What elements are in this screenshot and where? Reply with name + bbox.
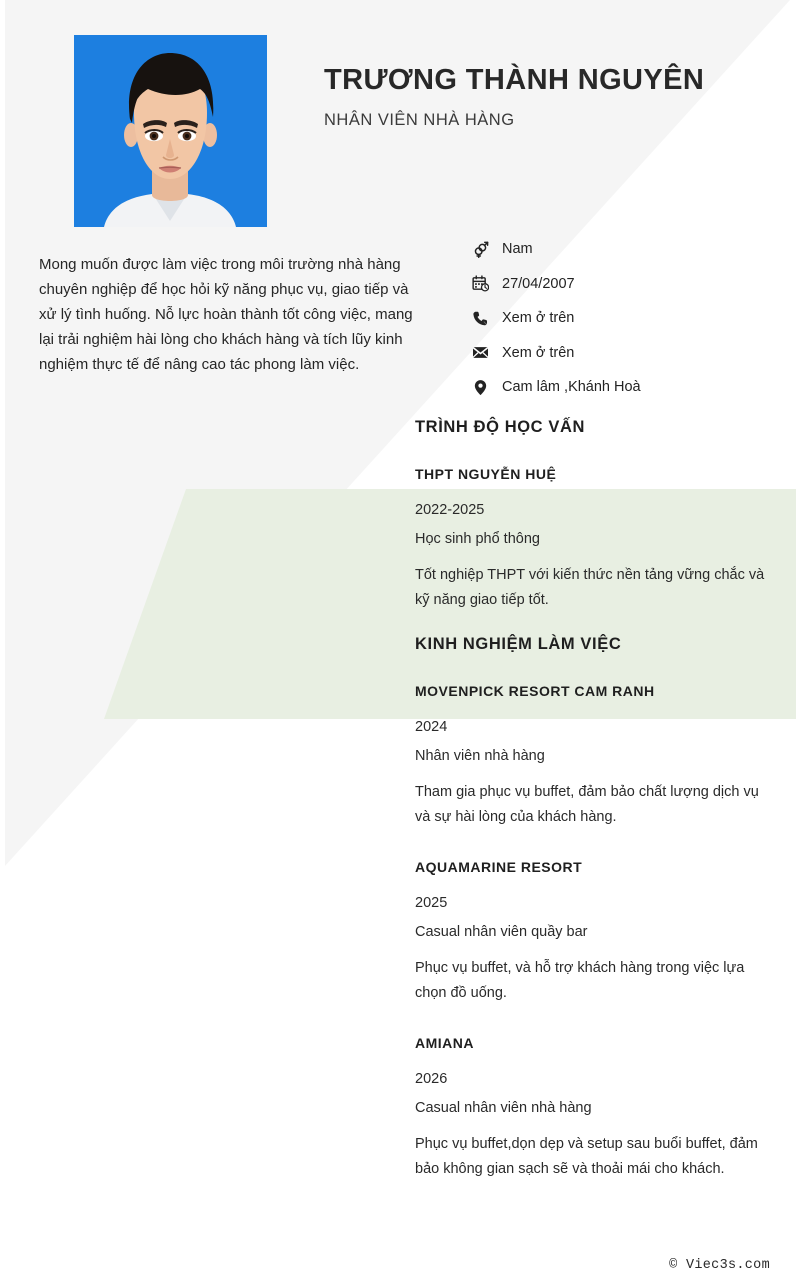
contact-value-email: Xem ở trên bbox=[502, 344, 575, 361]
cv-header bbox=[0, 0, 800, 240]
experience-org: MOVENPICK RESORT CAM RANH bbox=[415, 683, 655, 699]
avatar bbox=[74, 35, 267, 227]
location-icon bbox=[472, 379, 498, 396]
experience-org: AQUAMARINE RESORT bbox=[415, 859, 583, 875]
experience-date: 2026 bbox=[415, 1071, 448, 1087]
experience-description: Phục vụ buffet,dọn dẹp và setup sau buổi buffet, đảm bảo không gian sạch sẽ và thoải mái cho khách. bbox=[415, 1136, 758, 1177]
portrait-photo-icon bbox=[74, 35, 267, 227]
experience-date: 2025 bbox=[415, 895, 448, 911]
experience-role: Casual nhân viên quầy bar bbox=[415, 924, 588, 940]
experience-role: Nhân viên nhà hàng bbox=[415, 748, 545, 764]
job-title: NHÂN VIÊN NHÀ HÀNG bbox=[324, 111, 515, 130]
experience-entry bbox=[415, 859, 800, 1005]
contact-row-email bbox=[472, 336, 792, 371]
contact-row-location bbox=[472, 370, 792, 405]
contact-value-gender: Nam bbox=[502, 241, 533, 258]
education-description: Tốt nghiệp THPT với kiến thức nền tảng vững chắc và kỹ năng giao tiếp tốt. bbox=[415, 567, 765, 608]
education-date: 2022-2025 bbox=[415, 502, 485, 518]
experience-entry bbox=[415, 1035, 800, 1181]
page-title: TRƯƠNG THÀNH NGUYÊN bbox=[324, 64, 705, 96]
contact-value-location: Cam lâm ,Khánh Hoà bbox=[502, 379, 641, 396]
experience-description: Phục vụ buffet, và hỗ trợ khách hàng trong việc lựa chọn đồ uống. bbox=[415, 960, 745, 1001]
contact-list bbox=[472, 232, 792, 405]
contact-row-birthdate bbox=[472, 267, 792, 302]
experience-org: AMIANA bbox=[415, 1035, 474, 1051]
experience-section bbox=[415, 635, 800, 1181]
footer-copyright: © Viec3s.com bbox=[669, 1258, 770, 1273]
calendar-icon bbox=[472, 275, 498, 292]
experience-entry bbox=[415, 683, 800, 829]
contact-value-phone: Xem ở trên bbox=[502, 310, 575, 327]
email-icon bbox=[472, 344, 498, 361]
summary-text: Mong muốn được làm việc trong môi trường nhà hàng chuyên nghiệp để học hỏi kỹ năng phục vụ, giao tiếp và xử lý tình huống. Nỗ lực hoàn thành tốt công việc, mang lại trải nghiệm hài lòng cho khách hàng và tích lũy kinh nghiệm thực tế để nâng cao tác phong làm việc. bbox=[39, 256, 413, 373]
experience-role: Casual nhân viên nhà hàng bbox=[415, 1100, 592, 1116]
contact-row-phone bbox=[472, 301, 792, 336]
education-role: Học sinh phổ thông bbox=[415, 531, 540, 547]
main-content bbox=[415, 418, 800, 1181]
contact-value-birthdate: 27/04/2007 bbox=[502, 275, 575, 292]
phone-icon bbox=[472, 310, 498, 327]
education-section bbox=[415, 418, 800, 612]
education-section-title: TRÌNH ĐỘ HỌC VẤN bbox=[415, 418, 586, 436]
gender-icon bbox=[472, 241, 498, 258]
education-entry bbox=[415, 466, 800, 612]
education-org: THPT NGUYỄN HUỆ bbox=[415, 466, 557, 482]
contact-row-gender bbox=[472, 232, 792, 267]
experience-section-title: KINH NGHIỆM LÀM VIỆC bbox=[415, 635, 622, 653]
experience-date: 2024 bbox=[415, 719, 448, 735]
name-block bbox=[324, 64, 704, 130]
experience-description: Tham gia phục vụ buffet, đảm bảo chất lượng dịch vụ và sự hài lòng của khách hàng. bbox=[415, 784, 759, 825]
